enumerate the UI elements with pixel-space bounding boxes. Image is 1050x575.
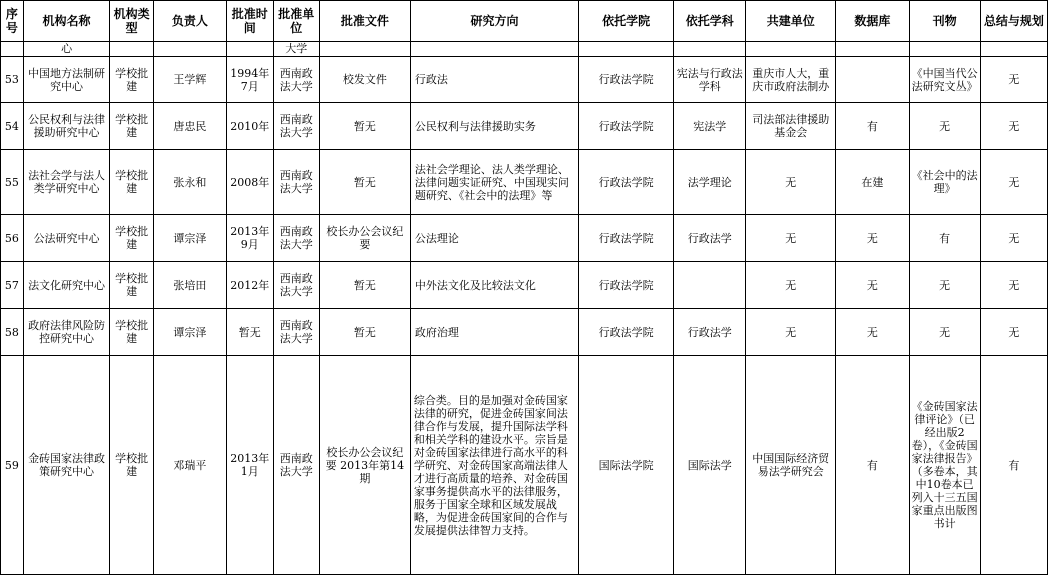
leader-name: 王学辉 (153, 57, 226, 103)
institution-type: 学校批建 (110, 103, 153, 150)
approval-unit: 西南政法大学 (273, 57, 319, 103)
approval-unit: 西南政法大学 (273, 103, 319, 150)
unit-tail: 大学 (273, 42, 319, 57)
approval-unit: 西南政法大学 (273, 150, 319, 215)
header-subject: 依托学科 (674, 1, 746, 42)
table-row (1, 103, 1048, 150)
host-subject (674, 262, 746, 309)
leader-name: 张培田 (153, 262, 226, 309)
journal: 《中国当代公法研究文丛》 (909, 57, 980, 103)
summary-plan: 无 (980, 309, 1047, 356)
partner-unit: 无 (746, 262, 836, 309)
header-database: 数据库 (836, 1, 909, 42)
database-status: 无 (836, 262, 909, 309)
header-leader: 负责人 (153, 1, 226, 42)
institution-type: 学校批建 (110, 309, 153, 356)
approval-unit: 西南政法大学 (273, 356, 319, 575)
host-college: 行政法学院 (579, 150, 674, 215)
header-row (1, 1, 1048, 42)
institution-type: 学校批建 (110, 262, 153, 309)
journal: 无 (909, 103, 980, 150)
summary-plan: 无 (980, 215, 1047, 262)
approval-document: 校长办公会议纪要 2013年第14期 (319, 356, 410, 575)
partner-unit: 司法部法律援助基金会 (746, 103, 836, 150)
journal: 《社会中的法理》 (909, 150, 980, 215)
partner-unit: 重庆市人大，重庆市政府法制办 (746, 57, 836, 103)
row-number: 57 (1, 262, 24, 309)
approval-document: 暂无 (319, 150, 410, 215)
approval-date: 2012年 (227, 262, 273, 309)
header-journal: 刊物 (909, 1, 980, 42)
institution-name: 法文化研究中心 (23, 262, 110, 309)
host-college: 国际法学院 (579, 356, 674, 575)
approval-document: 暂无 (319, 262, 410, 309)
approval-date: 2008年 (227, 150, 273, 215)
table-row (1, 356, 1048, 575)
approval-date: 暂无 (227, 309, 273, 356)
partner-unit: 无 (746, 309, 836, 356)
research-direction: 公民权利与法律援助实务 (410, 103, 578, 150)
approval-date: 2010年 (227, 103, 273, 150)
leader-name: 谭宗泽 (153, 215, 226, 262)
database-status (836, 57, 909, 103)
database-status: 有 (836, 103, 909, 150)
table-row (1, 215, 1048, 262)
research-direction: 法社会学理论、法人类学理论、法律问题实证研究、中国现实问题研究、《社会中的法理》等 (410, 150, 578, 215)
research-direction: 行政法 (410, 57, 578, 103)
institution-name: 公民权利与法律援助研究中心 (23, 103, 110, 150)
database-status: 无 (836, 309, 909, 356)
research-direction: 综合类。目的是加强对金砖国家法律的研究，促进金砖国家间法律合作与发展，提升国际法学科和相关学科的建设水平。宗旨是对金砖国家法律进行高水平的科学研究、对金砖国家高端法律人才进行高质量的培养、对金砖国家事务提供高水平的法律服务，服务于国家全球和区域发展战略，为促进金砖国家间的合作与发展提供法律智力支持。 (410, 356, 578, 575)
approval-document: 暂无 (319, 103, 410, 150)
table-row (1, 150, 1048, 215)
header-type: 机构类型 (110, 1, 153, 42)
institution-type: 学校批建 (110, 356, 153, 575)
database-status: 无 (836, 215, 909, 262)
header-doc: 批准文件 (319, 1, 410, 42)
leader-name: 谭宗泽 (153, 309, 226, 356)
approval-date: 2013年9月 (227, 215, 273, 262)
approval-document: 暂无 (319, 309, 410, 356)
row-number: 55 (1, 150, 24, 215)
host-college: 行政法学院 (579, 57, 674, 103)
approval-unit: 西南政法大学 (273, 309, 319, 356)
host-college: 行政法学院 (579, 215, 674, 262)
host-subject: 国际法学 (674, 356, 746, 575)
database-status: 有 (836, 356, 909, 575)
journal: 《金砖国家法律评论》（已经出版2卷），《金砖国家法律报告》（多卷本，其中10卷本已列入十三五国家重点出版图书计 (909, 356, 980, 575)
institution-name: 法社会学与法人类学研究中心 (23, 150, 110, 215)
partner-unit: 无 (746, 215, 836, 262)
host-subject: 法学理论 (674, 150, 746, 215)
row-number: 54 (1, 103, 24, 150)
research-direction: 中外法文化及比较法文化 (410, 262, 578, 309)
approval-date: 2013年1月 (227, 356, 273, 575)
row-number: 58 (1, 309, 24, 356)
table-row (1, 309, 1048, 356)
institution-name: 公法研究中心 (23, 215, 110, 262)
host-college: 行政法学院 (579, 262, 674, 309)
journal: 无 (909, 309, 980, 356)
institution-name: 政府法律风险防控研究中心 (23, 309, 110, 356)
database-status: 在建 (836, 150, 909, 215)
journal: 有 (909, 215, 980, 262)
host-college: 行政法学院 (579, 103, 674, 150)
name-tail: 心 (23, 42, 110, 57)
host-college: 行政法学院 (579, 309, 674, 356)
table-row (1, 57, 1048, 103)
header-college: 依托学院 (579, 1, 674, 42)
host-subject: 行政法学 (674, 215, 746, 262)
institution-type: 学校批建 (110, 57, 153, 103)
institution-type: 学校批建 (110, 215, 153, 262)
summary-plan: 有 (980, 356, 1047, 575)
table-row (1, 262, 1048, 309)
leader-name: 邓瑞平 (153, 356, 226, 575)
continuation-row (1, 42, 1048, 57)
header-plan: 总结与规划 (980, 1, 1047, 42)
host-subject: 行政法学 (674, 309, 746, 356)
research-direction: 公法理论 (410, 215, 578, 262)
summary-plan: 无 (980, 57, 1047, 103)
institution-type: 学校批建 (110, 150, 153, 215)
header-direction: 研究方向 (410, 1, 578, 42)
leader-name: 张永和 (153, 150, 226, 215)
summary-plan: 无 (980, 103, 1047, 150)
summary-plan: 无 (980, 262, 1047, 309)
institution-name: 金砖国家法律政策研究中心 (23, 356, 110, 575)
summary-plan: 无 (980, 150, 1047, 215)
approval-unit: 西南政法大学 (273, 215, 319, 262)
partner-unit: 无 (746, 150, 836, 215)
header-name: 机构名称 (23, 1, 110, 42)
approval-date: 1994年7月 (227, 57, 273, 103)
approval-document: 校发文件 (319, 57, 410, 103)
row-number: 53 (1, 57, 24, 103)
approval-document: 校长办公会议纪要 (319, 215, 410, 262)
header-no: 序号 (1, 1, 24, 42)
partner-unit: 中国国际经济贸易法学研究会 (746, 356, 836, 575)
header-unit: 批准单位 (273, 1, 319, 42)
row-number: 59 (1, 356, 24, 575)
header-date: 批准时间 (227, 1, 273, 42)
research-direction: 政府治理 (410, 309, 578, 356)
approval-unit: 西南政法大学 (273, 262, 319, 309)
row-number: 56 (1, 215, 24, 262)
institution-name: 中国地方法制研究中心 (23, 57, 110, 103)
leader-name: 唐忠民 (153, 103, 226, 150)
header-partner: 共建单位 (746, 1, 836, 42)
host-subject: 宪法与行政法学科 (674, 57, 746, 103)
journal: 无 (909, 262, 980, 309)
host-subject: 宪法学 (674, 103, 746, 150)
